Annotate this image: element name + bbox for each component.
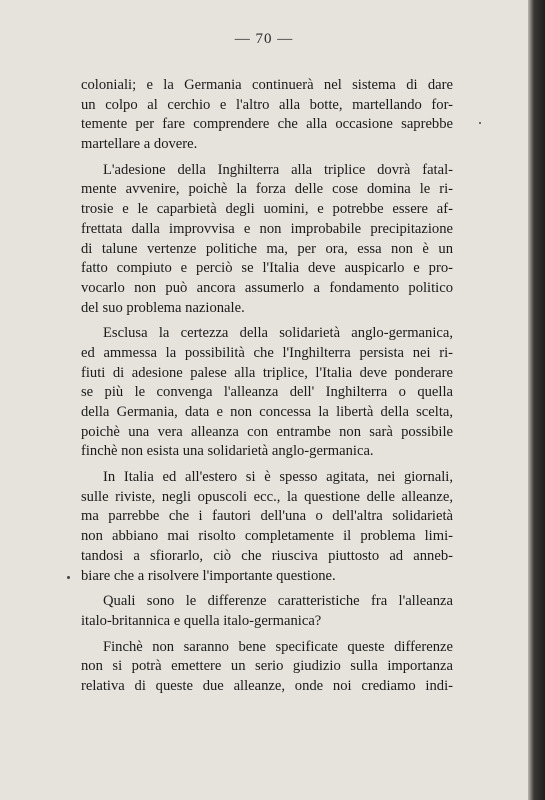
- page-number: — 70 —: [234, 31, 294, 47]
- ink-speck: [479, 122, 481, 124]
- text-line: Finchè non saranno bene specificate queste differenze: [103, 638, 453, 655]
- text-line: non si potrà emettere un serio giudizio sulla importanza: [81, 658, 453, 675]
- text-line: fatto compiuto e perciò se l'Italia deve auspicarlo e pro-: [81, 260, 453, 277]
- text-line: martellare a dovere.: [81, 136, 198, 153]
- text-line: fiuti di adesione palese alla triplice, l'Italia deve ponderare: [81, 364, 453, 381]
- body-text: [81, 76, 453, 697]
- text-line: vocarlo non può ancora assumerlo a fondamento politico: [81, 279, 453, 296]
- text-line: un colpo al cerchio e l'altro alla botte, martellando for-: [81, 96, 453, 113]
- text-line: frettata dalla improvvisa e non improbabile precipitazione: [81, 220, 453, 237]
- text-line: L'adesione della Inghilterra alla triplice dovrà fatal-: [103, 161, 453, 178]
- text-line: finchè non esista una solidarietà anglo-germanica.: [81, 443, 374, 460]
- text-line: di talune vertenze politiche ma, per ora, essa non è un: [81, 240, 453, 257]
- text-line: coloniali; e la Germania continuerà nel sistema di dare: [81, 77, 453, 93]
- text-line: mente avvenire, poichè la forza delle cose domina le ri-: [81, 181, 453, 198]
- text-line: ma parrebbe che i fautori dell'una o dell'altra solidarietà: [81, 508, 453, 525]
- text-line: In Italia ed all'estero si è spesso agitata, nei giornali,: [103, 469, 453, 486]
- text-line: temente per fare comprendere che alla occasione saprebbe: [81, 116, 453, 133]
- text-line: Quali sono le differenze caratteristiche fra l'alleanza: [103, 593, 453, 610]
- text-line: Esclusa la certezza della solidarietà anglo-germanica,: [103, 325, 453, 342]
- text-line: tandosi a sfiorarlo, ciò che riusciva piuttosto ad anneb-: [81, 547, 453, 564]
- text-line: trosie e le caparbietà degli uomini, e potrebbe essere af-: [81, 201, 453, 218]
- text-line: ed ammessa la possibilità che l'Inghilterra persista nei ri-: [81, 344, 453, 361]
- book-spine-edge: [528, 0, 545, 800]
- text-line: non abbiano mai risolto completamente il problema limi-: [81, 528, 453, 545]
- text-line: poichè una vera alleanza con entrambe non sarà possibile: [81, 423, 453, 440]
- text-line: se più le convenga l'alleanza dell' Inghilterra o quella: [81, 384, 453, 401]
- ink-speck: [67, 576, 70, 579]
- text-line: del suo problema nazionale.: [81, 299, 245, 316]
- text-line: biare che a risolvere l'importante questione.: [81, 567, 336, 584]
- text-line: della Germania, data e non concessa la libertà della scelta,: [81, 404, 453, 420]
- text-line: relativa di queste due alleanze, onde noi crediamo indi-: [81, 677, 453, 694]
- text-line: italo-britannica e quella italo-germanica?: [81, 612, 322, 629]
- text-line: sulle riviste, negli opuscoli ecc., la questione delle alleanze,: [81, 488, 453, 505]
